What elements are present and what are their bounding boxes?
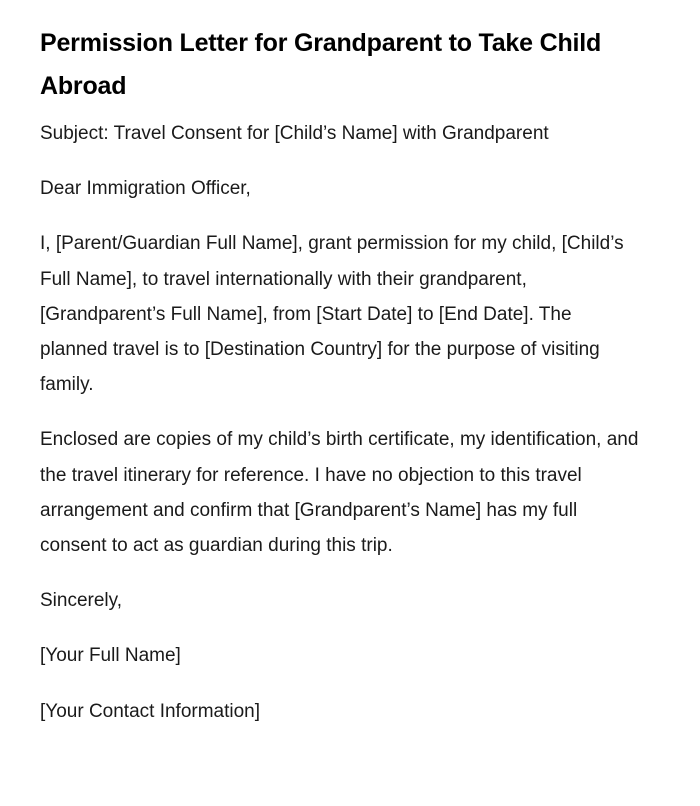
letter-document xyxy=(40,22,640,749)
letter-closing: Sincerely, xyxy=(40,590,123,612)
letter-title: Permission Letter for Grandparent to Take Child Abroad xyxy=(40,29,602,100)
signature-name: [Your Full Name] xyxy=(40,645,181,667)
letter-subject: Subject: Travel Consent for [Child’s Name] with Grandparent xyxy=(40,123,549,144)
letter-body-paragraph-2: Enclosed are copies of my child’s birth certificate, my identification, and the travel itinerary for reference. I have no objection to this travel arrangement and confirm that [Grandparent’s Name] has my full consent to act as guardian during this trip. xyxy=(40,429,639,557)
signature-contact: [Your Contact Information] xyxy=(40,700,261,722)
letter-salutation: Dear Immigration Officer, xyxy=(40,178,251,200)
letter-body-paragraph-1: I, [Parent/Guardian Full Name], grant permission for my child, [Child’s Full Name], to travel internationally with their grandparent, [Grandparent’s Full Name], from [Start Date] to [End Date]. The planned travel is to [Destination Country] for the purpose of visiting family. xyxy=(40,233,624,396)
